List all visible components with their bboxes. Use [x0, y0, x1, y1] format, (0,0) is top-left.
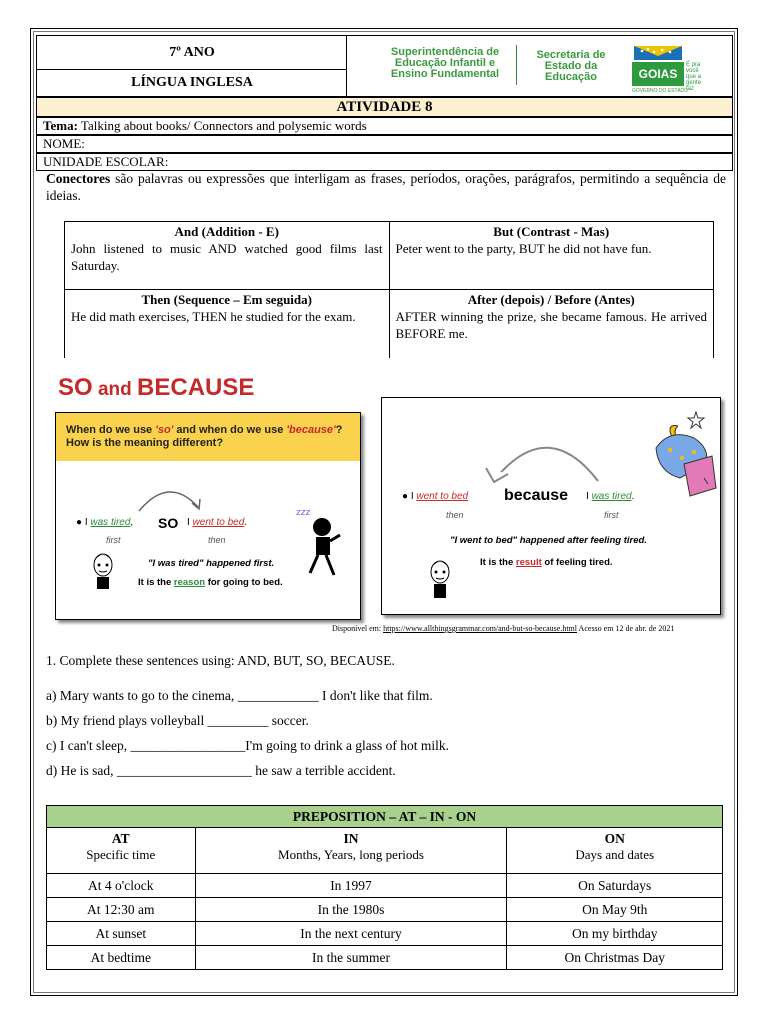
q-text: ?	[335, 424, 343, 436]
first-label: first	[604, 510, 619, 520]
source-pre: Disponível em:	[332, 624, 384, 633]
title-and: and	[92, 379, 138, 400]
unidade-escolar-field[interactable]: UNIDADE ESCOLAR:	[36, 153, 733, 171]
connector-cell	[389, 290, 714, 358]
source-link[interactable]: https://www.allthingsgrammar.com/and-but-so-because.html	[383, 624, 577, 633]
connector-example: AFTER winning the prize, she became famous. He arrived BEFORE me.	[395, 309, 707, 341]
tema-text: Talking about books/ Connectors and polysemic words	[77, 118, 367, 133]
person-icon	[90, 551, 116, 591]
source-post: Acesso em 12 de abr. de 2021	[577, 624, 675, 633]
text-i: I	[410, 491, 417, 502]
then-label: then	[208, 535, 226, 545]
question-box	[56, 413, 360, 461]
so-panel	[55, 412, 361, 620]
so-sentence-end	[187, 517, 247, 528]
table-cell: On May 9th	[507, 898, 723, 922]
because-sentence-end	[586, 491, 634, 502]
sleeping-bed-icon	[650, 408, 720, 500]
exercise-instruction: 1. Complete these sentences using: AND, BUT, SO, BECAUSE.	[46, 653, 395, 668]
note-text: of feeling tired.	[541, 557, 613, 568]
sleepy-walker-icon	[288, 505, 348, 583]
text-period: .	[244, 517, 248, 528]
column-subtitle: Specific time	[86, 847, 156, 862]
activity-title: ATIVIDADE 8	[36, 97, 733, 117]
because-sentence: ● I went to bed	[402, 491, 469, 502]
table-cell: In the summer	[195, 946, 507, 970]
nome-field[interactable]: NOME:	[36, 135, 733, 153]
curved-arrow-icon	[134, 483, 204, 513]
exercise-item: b) My friend plays volleyball _________ soccer.	[46, 713, 309, 728]
question-line1	[66, 424, 350, 437]
table-cell: On Saturdays	[507, 874, 723, 898]
goias-logo: GOIAS	[632, 62, 684, 86]
q-text: When do we use	[66, 424, 156, 436]
connector-title: Then (Sequence – Em seguida)	[141, 292, 312, 307]
exercise-item: c) I can't sleep, _________________I'm going to drink a glass of hot milk.	[46, 738, 450, 753]
table-row	[47, 946, 723, 970]
text-period: .	[631, 491, 635, 502]
connector-cell	[65, 290, 390, 358]
goias-flag-icon	[632, 42, 684, 62]
subject-label: LÍNGUA INGLESA	[131, 75, 253, 90]
connector-example: John listened to music AND watched good films last Saturday.	[71, 241, 383, 273]
connector-title: After (depois) / Before (Antes)	[467, 292, 635, 307]
column-title: IN	[343, 831, 359, 846]
logo-mid-line: Secretaria de	[536, 49, 606, 61]
column-header	[195, 828, 507, 874]
table-cell: In 1997	[195, 874, 507, 898]
header-left	[37, 36, 347, 96]
table-cell: In the 1980s	[195, 898, 507, 922]
note-result	[480, 557, 613, 568]
text-i: I	[84, 517, 91, 528]
connector-cell	[389, 222, 714, 290]
logo-left-line: Educação Infantil e	[394, 57, 496, 69]
went-to-bed: went to bed	[192, 517, 245, 528]
column-subtitle: Months, Years, long periods	[278, 847, 424, 862]
so-sentence: ● I was tired,	[76, 517, 134, 528]
intro-bold: Conectores	[46, 171, 111, 186]
table-row	[47, 874, 723, 898]
table-row	[47, 922, 723, 946]
was-tired: was tired	[591, 491, 632, 502]
note-text: It is the	[480, 557, 516, 568]
intro-paragraph	[46, 170, 726, 204]
logo-left-line: Superintendência de	[390, 46, 500, 58]
note-happened-after: "I went to bed" happened after feeling tired.	[450, 535, 647, 546]
text-i: I	[586, 491, 592, 502]
q-so: 'so'	[155, 424, 174, 436]
note-reason	[138, 577, 283, 588]
connector-title: And (Addition - E)	[174, 224, 279, 239]
first-label: first	[106, 535, 121, 545]
goias-footer: GOVERNO DO ESTADO	[632, 88, 689, 94]
connector-title: But (Contrast - Mas)	[493, 224, 610, 239]
table-cell: At 12:30 am	[47, 898, 196, 922]
intro-text: são palavras ou expressões que interligam as frases, períodos, orações, parágrafos, permitindo a sequência de ideias.	[46, 171, 726, 203]
logo-left-line: Ensino Fundamental	[390, 68, 500, 80]
so-because-title	[58, 374, 254, 402]
connector-example: He did math exercises, THEN he studied for the exam.	[71, 309, 356, 324]
connectors-table	[64, 221, 714, 358]
question-line2: How is the meaning different?	[66, 437, 224, 449]
then-label: then	[446, 510, 464, 520]
column-header	[47, 828, 196, 874]
column-header	[507, 828, 723, 874]
connector-example: Peter went to the party, BUT he did not have fun.	[395, 241, 652, 256]
q-because: 'because'	[286, 424, 336, 436]
superintendencia-logo	[380, 47, 510, 80]
source-citation	[332, 624, 674, 633]
text-i: I	[187, 517, 193, 528]
grade-label: 7º ANO	[37, 36, 347, 70]
exercise-item: a) Mary wants to go to the cinema, ____________ I don't like that film.	[46, 688, 433, 703]
text-comma: ,	[130, 517, 134, 528]
connector-cell	[65, 222, 390, 290]
exercise-item: d) He is sad, ____________________ he saw a terrible accident.	[46, 763, 396, 778]
table-cell: At 4 o'clock	[47, 874, 196, 898]
column-title: AT	[111, 831, 130, 846]
svg-text:zzz: zzz	[296, 508, 311, 518]
went-to-bed: went to bed	[416, 491, 469, 502]
logo-mid-line: Educação	[545, 71, 597, 83]
title-so: SO	[58, 374, 93, 401]
note-reason-word: reason	[173, 577, 206, 588]
title-because: BECAUSE	[137, 374, 255, 401]
table-cell: On Christmas Day	[507, 946, 723, 970]
tema-label: Tema:	[43, 118, 78, 133]
note-happened-first: "I was tired" happened first.	[148, 558, 275, 569]
q-text: and when do we use	[173, 424, 287, 436]
secretaria-logo	[524, 50, 618, 83]
note-text: for going to bed.	[205, 577, 283, 588]
table-cell: On my birthday	[507, 922, 723, 946]
table-cell: At bedtime	[47, 946, 196, 970]
logo-mid-line: Estado da	[544, 60, 598, 72]
table-row	[47, 898, 723, 922]
goias-slogan: É pra você que a gente faz	[686, 62, 702, 92]
logo-divider	[516, 45, 517, 85]
curved-arrow-icon	[478, 436, 608, 486]
table-cell: At sunset	[47, 922, 196, 946]
person-icon	[426, 558, 454, 600]
because-panel	[381, 397, 721, 615]
because-word: because	[504, 487, 569, 504]
so-word: SO	[158, 515, 179, 531]
note-result-word: result	[515, 557, 542, 568]
prepositions-table	[46, 805, 723, 970]
column-title: ON	[604, 831, 625, 846]
table-cell: In the next century	[195, 922, 507, 946]
note-text: It is the	[138, 577, 174, 588]
was-tired: was tired	[90, 517, 131, 528]
prepositions-title: PREPOSITION – AT – IN - ON	[47, 806, 723, 828]
tema-row	[36, 117, 733, 135]
column-subtitle: Days and dates	[575, 847, 655, 862]
